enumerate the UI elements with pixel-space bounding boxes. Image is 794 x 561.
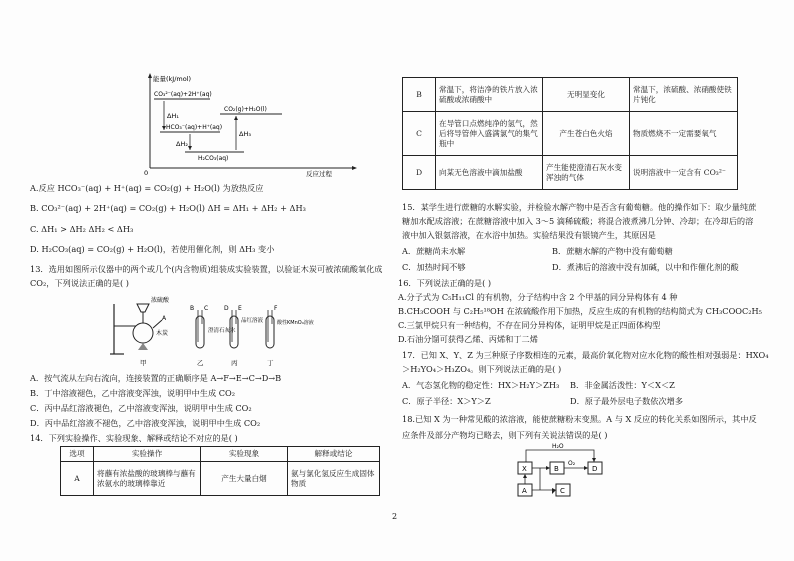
table-cell: 物质燃烧不一定需要氧气 (630, 112, 738, 156)
graph-x-label: 反应过程 (306, 170, 332, 178)
q13-option-d: D．丙中品红溶液不褪色，乙中溶液变浑浊，说明甲中生成 CO₂ (30, 418, 261, 428)
label-bing: 丙 (231, 359, 238, 367)
page-number: 2 (392, 512, 398, 521)
table-cell: 向某无色溶液中滴加盐酸 (436, 156, 543, 190)
table-cell: B (403, 78, 436, 112)
edge-o2: O₂ (568, 460, 576, 467)
table-cell: D (403, 156, 436, 190)
table-cell: 无明显变化 (543, 78, 630, 112)
node-x: X (522, 465, 527, 473)
table-cell: 产生苍白色火焰 (543, 112, 630, 156)
graph-dh3: ΔH₃ (239, 130, 251, 138)
label-limewater: 澄清石灰水 (208, 328, 236, 334)
graph-level-top: CO₃²⁻(aq)+2H⁺(aq) (154, 91, 212, 98)
q15-stem-2: 糖加水配成溶液；在蔗糖溶液中加入 3～5 滴稀硫酸；将混合液煮沸几分钟、冷却；在冷却后的溶 (402, 216, 754, 226)
table-row (403, 112, 738, 156)
apparatus-diagram (110, 290, 314, 368)
q14-table-part1 (60, 446, 380, 496)
q17-option-c: C．原子半径：X＞Y＞Z (402, 396, 491, 406)
table-header: 解释或结论 (288, 447, 380, 462)
table-row (403, 78, 738, 112)
table-row (403, 156, 738, 190)
q16-option-b: B.CH₃COOH 与 C₂H₅¹⁸OH 在浓硫酸作用下加热，反应生成的有机物的结构简式为 CH₃COOC₂H₅ (398, 306, 762, 316)
q15-option-d: D．煮沸后的溶液中没有加碱，以中和作催化剂的酸 (552, 262, 739, 272)
graph-level-mid: HCO₃⁻(aq)+H⁺(aq) (166, 124, 223, 131)
q17-stem-2: ＞H₂YO₄＞H₃ZO₄。则下列说法正确的是( ) (402, 364, 562, 374)
node-a: A (522, 487, 527, 495)
graph-dh2: ΔH₂ (176, 140, 188, 148)
q12-option-a: A.反应 HCO₃⁻(aq) + H⁺(aq) = CO₂(g) + H₂O(l) 为放热反应 (30, 183, 264, 193)
label-port-c: C (204, 305, 209, 312)
q14-stem: 14．下列实验操作、实验现象、解释或结论不对应的是( ) (30, 433, 238, 443)
label-port-f: F (274, 305, 278, 312)
q15-stem-1: 15．某学生进行蔗糖的水解实验，并检验水解产物中是否含有葡萄糖。他的操作如下：取少量纯蔗 (402, 202, 757, 212)
q17-option-b: B．非金属活泼性：Y＜X＜Z (570, 380, 675, 390)
label-yi: 乙 (197, 359, 204, 367)
table-cell: 说明溶液中一定含有 CO₃²⁻ (630, 156, 738, 190)
q17-stem-1: 17．已知 X、Y、Z 为三种原子序数相连的元素，最高价氧化物对应水化物的酸性相对强弱是：HXO₄ (402, 350, 769, 360)
table-cell: A (61, 462, 94, 496)
q16-option-c: C.三氯甲烷只有一种结构，不存在同分异构体，证明甲烷是正四面体构型 (398, 320, 661, 330)
node-b: B (554, 465, 559, 473)
table-cell: 产生能使澄清石灰水变浑浊的气体 (543, 156, 630, 190)
graph-origin: 0 (144, 169, 149, 177)
label-conc-acid: 浓硫酸 (151, 297, 170, 304)
q13-stem-2: CO₂，下列说法正确的是( ) (30, 278, 129, 288)
label-port-d: D (224, 305, 229, 312)
q13-stem-1: 13．选用如图所示仪器中的两个或几个(内含物质)组装成实验装置，以验证木炭可被浓硫酸氧化成 (30, 264, 383, 274)
table-header-row (61, 447, 380, 462)
q17-option-d: D．原子最外层电子数依次增多 (570, 396, 684, 406)
table-cell: 在导管口点燃纯净的氢气，然后将导管伸入盛满氯气的集气瓶中 (436, 112, 543, 156)
q16-option-a: A.分子式为 C₅H₁₁Cl 的有机物，分子结构中含 2 个甲基的同分异构体有 4 种 (398, 292, 678, 302)
edge-h2o: H₂O (552, 443, 564, 450)
q15-option-b: B．蔗糖水解的产物中没有葡萄糖 (552, 246, 673, 256)
label-charcoal: 木炭 (156, 330, 169, 337)
table-header: 选项 (61, 447, 94, 462)
label-ding: 丁 (267, 359, 274, 367)
label-port-b: B (190, 305, 195, 312)
q14-table-part2 (402, 77, 738, 190)
q15-option-a: A．蔗糖尚未水解 (402, 246, 466, 256)
q15-stem-3: 液中加入银氨溶液，在水浴中加热。实验结果没有银镜产生，其原因是 (402, 230, 656, 240)
graph-y-label: 能量(kJ/mol) (153, 75, 192, 83)
table-header: 实验操作 (94, 447, 201, 462)
q12-option-c: C. ΔH₁ > ΔH₂ ΔH₂ < ΔH₃ (30, 224, 134, 234)
table-cell: 氨与氯化氢反应生成固体物质 (288, 462, 380, 496)
q18-stem-2: 应条件及部分产物均已略去，则下列有关说法错误的是( ) (402, 430, 608, 440)
table-cell: C (403, 112, 436, 156)
energy-level-diagram (140, 72, 360, 176)
table-header: 实验现象 (201, 447, 288, 462)
q12-option-b: B. CO₃²⁻(aq) + 2H⁺(aq) = CO₂(g) + H₂O(l) ΔH = ΔH₁ + ΔH₂ + ΔH₃ (30, 203, 306, 213)
label-port-a: A (162, 315, 167, 322)
q13-option-a: A．按气流从左向右流向，连接装置的正确顺序是 A→F→E→C→D→B (30, 373, 282, 383)
q18-stem-1: 18.已知 X 为一种常见酸的浓溶液，能使蔗糖粉末变黑。A 与 X 反应的转化关系如图所示，其中反 (402, 414, 757, 424)
label-port-e: E (238, 305, 242, 312)
table-row (61, 462, 380, 496)
table-cell: 常温下，将洁净的铁片放入浓硫酸或浓硝酸中 (436, 78, 543, 112)
graph-dh1: ΔH₁ (167, 112, 179, 120)
table-cell: 将蘸有浓盐酸的玻璃棒与蘸有浓氨水的玻璃棒靠近 (94, 462, 201, 496)
graph-level-low: H₂CO₃(aq) (198, 155, 229, 162)
q17-option-a: A．气态氢化物的稳定性：HX＞H₂Y＞ZH₃ (402, 380, 560, 390)
node-c: C (560, 487, 565, 495)
q12-option-d: D. H₂CO₃(aq) = CO₂(g) + H₂O(l)，若使用催化剂，则 ΔH₃ 变小 (30, 244, 275, 254)
q13-option-b: B．丁中溶液褪色，乙中溶液变浑浊，说明甲中生成 CO₂ (30, 388, 236, 398)
graph-level-right: CO₂(g)+H₂O(l) (224, 106, 267, 113)
q16-option-d: D.石油分馏可获得乙烯、丙烯和丁二烯 (398, 334, 538, 344)
label-kmno4: 酸性KMnO₄溶液 (277, 320, 314, 326)
label-fuchsine: 品红溶液 (241, 318, 264, 324)
label-jia: 甲 (140, 359, 147, 367)
node-d: D (592, 465, 598, 473)
q18-flow-diagram (510, 444, 610, 500)
table-cell: 常温下，浓硫酸、浓硝酸使铁片钝化 (630, 78, 738, 112)
q16-stem: 16．下列说法正确的是( ) (398, 278, 492, 288)
q15-option-c: C．加热时间不够 (402, 262, 466, 272)
table-cell: 产生大量白烟 (201, 462, 288, 496)
q13-option-c: C．丙中品红溶液褪色，乙中溶液变浑浊，说明甲中生成 CO₂ (30, 403, 252, 413)
